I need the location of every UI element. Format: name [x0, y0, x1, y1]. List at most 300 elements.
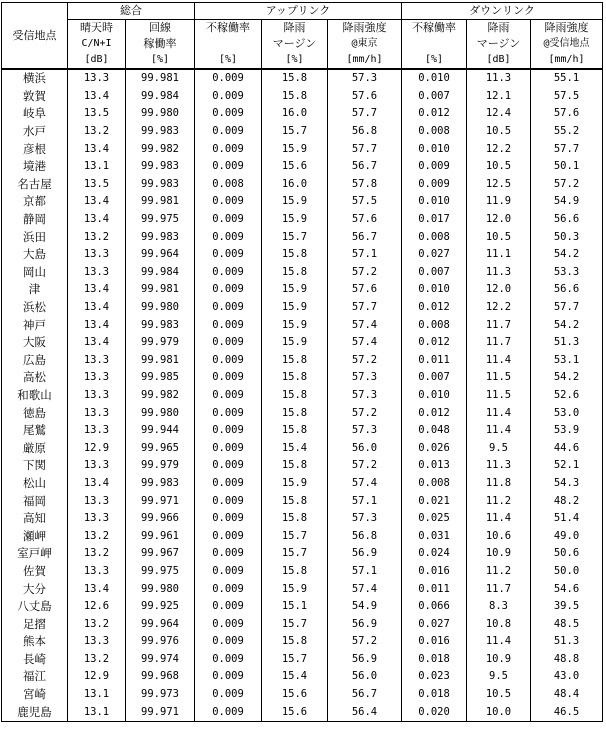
column-header-row: [2, 20, 603, 70]
down-outage-cell: 0.024: [402, 545, 467, 563]
station-name: 高知: [2, 510, 68, 528]
table-row: [2, 316, 603, 334]
clear-sky-cn-cell: 13.2: [68, 527, 126, 545]
down-rain-margin-cell: 10.6: [467, 527, 531, 545]
table-row: [2, 387, 603, 405]
down-rain-rate-cell: 54.6: [531, 580, 603, 598]
clear-sky-cn-cell: 13.3: [68, 492, 126, 510]
station-column-header: 受信地点: [2, 3, 68, 70]
down-outage-cell: 0.026: [402, 439, 467, 457]
up-rain-margin-cell: 15.7: [262, 651, 328, 669]
unit-label: [%]: [218, 54, 238, 65]
down-outage-cell: 0.016: [402, 633, 467, 651]
up-outage-cell: 0.009: [195, 580, 262, 598]
availability-cell: 99.983: [126, 158, 195, 176]
down-outage-cell: 0.012: [402, 299, 467, 317]
down-rain-margin-cell: 10.5: [467, 228, 531, 246]
up-outage-cell: 0.009: [195, 439, 262, 457]
station-name: 神戸: [2, 316, 68, 334]
link-budget-table: [1, 2, 603, 722]
down-rain-margin-cell: 9.5: [467, 668, 531, 686]
header-label: [402, 36, 466, 52]
down-rain-margin-cell: 10.5: [467, 686, 531, 704]
availability-cell: 99.965: [126, 439, 195, 457]
down-outage-cell: 0.010: [402, 193, 467, 211]
availability-cell: 99.961: [126, 527, 195, 545]
down-rain-rate-cell: 53.9: [531, 422, 603, 440]
station-name: 佐賀: [2, 563, 68, 581]
availability-cell: 99.984: [126, 264, 195, 282]
table-row: [2, 299, 603, 317]
header-label: 晴天時: [80, 21, 113, 34]
table-row: [2, 404, 603, 422]
down-outage-cell: 0.021: [402, 492, 467, 510]
down-rain-margin-cell: 11.2: [467, 563, 531, 581]
down-rain-margin-cell: 11.4: [467, 352, 531, 370]
table-row: [2, 439, 603, 457]
clear-sky-cn-cell: 13.1: [68, 703, 126, 721]
up-outage-cell: 0.009: [195, 281, 262, 299]
clear-sky-cn-cell: 13.1: [68, 686, 126, 704]
up-rain-rate-cell: 57.2: [328, 633, 402, 651]
up-outage-cell: 0.009: [195, 633, 262, 651]
clear-sky-cn-cell: 13.3: [68, 510, 126, 528]
down-rain-rate-cell: 56.6: [531, 281, 603, 299]
up-rain-margin-cell: 15.7: [262, 527, 328, 545]
down-rain-rate-cell: 48.8: [531, 651, 603, 669]
station-name: 厳原: [2, 439, 68, 457]
down-outage-cell: 0.011: [402, 352, 467, 370]
down-rain-margin-cell: 11.4: [467, 404, 531, 422]
availability-cell: 99.983: [126, 475, 195, 493]
down-rain-rate-cell: 53.0: [531, 404, 603, 422]
station-name: 岐阜: [2, 105, 68, 123]
down-rain-rate-cell: 57.2: [531, 176, 603, 194]
up-outage-cell: 0.009: [195, 668, 262, 686]
up-rain-margin-cell: 15.4: [262, 668, 328, 686]
down-outage-cell: 0.066: [402, 598, 467, 616]
up-outage-cell: 0.009: [195, 158, 262, 176]
station-name: 横浜: [2, 69, 68, 88]
header-label: マージン: [476, 37, 521, 50]
table-row: [2, 668, 603, 686]
header-group-row: [2, 3, 603, 20]
table-row: [2, 193, 603, 211]
down-rain-rate-cell: 54.2: [531, 369, 603, 387]
table-row: [2, 422, 603, 440]
down-rain-margin-cell: 8.3: [467, 598, 531, 616]
up-rain-margin-cell: 16.0: [262, 176, 328, 194]
down-outage-cell: 0.018: [402, 651, 467, 669]
up-outage-cell: 0.009: [195, 527, 262, 545]
down-outage-cell: 0.012: [402, 404, 467, 422]
down-rain-margin-cell: 11.4: [467, 510, 531, 528]
up-rain-margin-cell: 15.9: [262, 334, 328, 352]
up-rain-rate-cell: 57.2: [328, 457, 402, 475]
down-rain-margin-cell: 11.4: [467, 633, 531, 651]
down-rain-margin-cell: 11.1: [467, 246, 531, 264]
availability-cell: 99.981: [126, 352, 195, 370]
station-name: 室戸岬: [2, 545, 68, 563]
clear-sky-cn-cell: 13.4: [68, 334, 126, 352]
station-name: 水戸: [2, 123, 68, 141]
station-name: 尾鷲: [2, 422, 68, 440]
up-outage-cell: 0.009: [195, 123, 262, 141]
station-name: 浜田: [2, 228, 68, 246]
down-rain-margin-cell: 10.9: [467, 651, 531, 669]
down-outage-cell: 0.011: [402, 580, 467, 598]
group-header-overall: 総合: [68, 3, 195, 20]
unit-label: [%]: [150, 54, 170, 65]
availability-cell: 99.980: [126, 105, 195, 123]
down-outage-cell: 0.008: [402, 316, 467, 334]
down-rain-rate-cell: 46.5: [531, 703, 603, 721]
station-name: 徳島: [2, 404, 68, 422]
down-rain-margin-cell: 12.2: [467, 299, 531, 317]
down-rain-margin-cell: 10.9: [467, 545, 531, 563]
down-rain-margin-cell: 11.4: [467, 422, 531, 440]
clear-sky-cn-cell: 13.3: [68, 69, 126, 88]
header-label: @受信地点: [543, 38, 590, 49]
up-rain-rate-cell: 57.1: [328, 492, 402, 510]
up-rain-margin-cell: 15.8: [262, 369, 328, 387]
header-label: 降雨強度: [342, 21, 387, 34]
up-outage-cell: 0.009: [195, 211, 262, 229]
up-outage-cell: 0.009: [195, 615, 262, 633]
up-rain-margin-cell: 15.7: [262, 123, 328, 141]
clear-sky-cn-cell: 13.2: [68, 545, 126, 563]
down-outage-cell: 0.018: [402, 686, 467, 704]
station-name: 浜松: [2, 299, 68, 317]
up-outage-cell: 0.009: [195, 140, 262, 158]
clear-sky-cn-cell: 13.4: [68, 211, 126, 229]
station-name: 宮崎: [2, 686, 68, 704]
availability-cell: 99.983: [126, 123, 195, 141]
up-outage-cell: 0.009: [195, 510, 262, 528]
down-outage-cell: 0.008: [402, 228, 467, 246]
clear-sky-cn-cell: 13.3: [68, 246, 126, 264]
up-outage-cell: 0.009: [195, 193, 262, 211]
up-rain-margin-cell: 15.8: [262, 492, 328, 510]
clear-sky-cn-cell: 13.3: [68, 369, 126, 387]
availability-cell: 99.981: [126, 193, 195, 211]
up-rain-margin-cell: 15.7: [262, 615, 328, 633]
availability-cell: 99.964: [126, 246, 195, 264]
station-name: 松山: [2, 475, 68, 493]
station-name: 大島: [2, 246, 68, 264]
up-rain-rate-cell: 57.3: [328, 69, 402, 88]
clear-sky-cn-cell: 13.3: [68, 422, 126, 440]
up-rain-margin-cell: 15.4: [262, 439, 328, 457]
table-row: [2, 580, 603, 598]
down-rain-margin-cell: 10.0: [467, 703, 531, 721]
down-rain-rate-cell: 57.7: [531, 299, 603, 317]
availability-cell: 99.944: [126, 422, 195, 440]
availability-cell: 99.980: [126, 404, 195, 422]
clear-sky-cn-cell: 13.3: [68, 633, 126, 651]
up-outage-cell: 0.009: [195, 352, 262, 370]
up-rain-rate-cell: 57.3: [328, 387, 402, 405]
up-rain-margin-cell: 15.8: [262, 404, 328, 422]
down-rain-margin-cell: 11.5: [467, 387, 531, 405]
table-row: [2, 703, 603, 721]
availability-cell: 99.975: [126, 211, 195, 229]
clear-sky-cn-cell: 13.2: [68, 651, 126, 669]
table-row: [2, 369, 603, 387]
up-rain-rate-cell: 56.8: [328, 123, 402, 141]
up-rain-rate-cell: 57.4: [328, 316, 402, 334]
header-label: 回線: [149, 21, 171, 34]
up-rain-rate-cell: 56.8: [328, 527, 402, 545]
up-outage-cell: 0.009: [195, 457, 262, 475]
clear-sky-cn-cell: 12.9: [68, 668, 126, 686]
unit-label: [dB]: [84, 54, 109, 65]
clear-sky-cn-cell: 13.3: [68, 404, 126, 422]
up-rain-margin-cell: 15.8: [262, 69, 328, 88]
up-rain-margin-cell: 15.8: [262, 352, 328, 370]
up-rain-rate-cell: 56.7: [328, 158, 402, 176]
down-outage-cell: 0.009: [402, 176, 467, 194]
up-outage-cell: 0.009: [195, 228, 262, 246]
up-rain-rate-cell: 57.6: [328, 211, 402, 229]
down-rain-margin-cell: 12.0: [467, 211, 531, 229]
down-rain-rate-cell: 49.0: [531, 527, 603, 545]
up-rain-rate-cell: 57.2: [328, 264, 402, 282]
table-row: [2, 633, 603, 651]
up-outage-cell: 0.009: [195, 299, 262, 317]
station-name: 熊本: [2, 633, 68, 651]
table-row: [2, 563, 603, 581]
station-name: 津: [2, 281, 68, 299]
clear-sky-cn-cell: 13.4: [68, 475, 126, 493]
down-rain-rate-cell: 50.1: [531, 158, 603, 176]
up-rain-margin-cell: 15.8: [262, 387, 328, 405]
up-outage-cell: 0.009: [195, 703, 262, 721]
header-label: 不稼働率: [412, 21, 456, 34]
down-outage-cell: 0.027: [402, 615, 467, 633]
station-name: 八丈島: [2, 598, 68, 616]
table-row: [2, 686, 603, 704]
table-row: [2, 211, 603, 229]
station-name: 和歌山: [2, 387, 68, 405]
table-row: [2, 651, 603, 669]
availability-cell: 99.967: [126, 545, 195, 563]
availability-cell: 99.983: [126, 228, 195, 246]
availability-cell: 99.983: [126, 316, 195, 334]
clear-sky-cn-cell: 13.4: [68, 580, 126, 598]
availability-cell: 99.979: [126, 457, 195, 475]
station-name: 福江: [2, 668, 68, 686]
up-rain-margin-cell: 15.6: [262, 703, 328, 721]
station-name: 静岡: [2, 211, 68, 229]
clear-sky-cn-cell: 13.4: [68, 88, 126, 106]
up-rain-rate-cell: 57.6: [328, 88, 402, 106]
down-outage-cell: 0.027: [402, 246, 467, 264]
down-rain-rate-cell: 51.4: [531, 510, 603, 528]
header-label: 降雨強度: [544, 21, 589, 34]
table-row: [2, 246, 603, 264]
up-outage-cell: 0.009: [195, 246, 262, 264]
down-outage-cell: 0.017: [402, 211, 467, 229]
down-outage-cell: 0.010: [402, 69, 467, 88]
up-outage-cell: 0.009: [195, 563, 262, 581]
down-outage-cell: 0.010: [402, 140, 467, 158]
up-rain-rate-cell: 56.9: [328, 651, 402, 669]
up-rain-rate-cell: 57.4: [328, 580, 402, 598]
up-outage-cell: 0.009: [195, 105, 262, 123]
down-outage-cell: 0.025: [402, 510, 467, 528]
down-rain-margin-cell: 11.3: [467, 69, 531, 88]
up-rain-rate-cell: 57.8: [328, 176, 402, 194]
header-label: マージン: [272, 37, 317, 50]
up-rain-rate-header: [328, 20, 402, 70]
down-outage-cell: 0.007: [402, 264, 467, 282]
up-rain-margin-cell: 15.8: [262, 510, 328, 528]
availability-cell: 99.985: [126, 369, 195, 387]
up-rain-rate-cell: 57.7: [328, 299, 402, 317]
down-rain-rate-cell: 48.2: [531, 492, 603, 510]
down-rain-rate-cell: 48.5: [531, 615, 603, 633]
station-name: 境港: [2, 158, 68, 176]
station-name: 瀬岬: [2, 527, 68, 545]
unit-label: [dB]: [486, 54, 511, 65]
down-outage-cell: 0.023: [402, 668, 467, 686]
availability-cell: 99.981: [126, 69, 195, 88]
availability-cell: 99.980: [126, 580, 195, 598]
down-rain-rate-cell: 48.4: [531, 686, 603, 704]
up-outage-cell: 0.009: [195, 598, 262, 616]
down-rain-margin-header: [467, 20, 531, 70]
availability-cell: 99.975: [126, 563, 195, 581]
availability-cell: 99.973: [126, 686, 195, 704]
availability-cell: 99.982: [126, 140, 195, 158]
up-rain-rate-cell: 57.7: [328, 105, 402, 123]
header-label: 不稼働率: [206, 21, 250, 34]
table-row: [2, 123, 603, 141]
up-rain-rate-cell: 57.3: [328, 510, 402, 528]
station-name: 大分: [2, 580, 68, 598]
up-rain-rate-cell: 57.1: [328, 246, 402, 264]
up-rain-rate-cell: 56.0: [328, 439, 402, 457]
down-outage-cell: 0.007: [402, 369, 467, 387]
up-rain-margin-cell: 15.9: [262, 281, 328, 299]
down-outage-cell: 0.013: [402, 457, 467, 475]
down-rain-rate-cell: 53.3: [531, 264, 603, 282]
up-rain-margin-cell: 15.8: [262, 88, 328, 106]
up-rain-margin-cell: 15.1: [262, 598, 328, 616]
station-name: 鹿児島: [2, 703, 68, 721]
down-rain-rate-cell: 54.2: [531, 246, 603, 264]
table-row: [2, 352, 603, 370]
down-rain-rate-cell: 54.2: [531, 316, 603, 334]
up-rain-rate-cell: 57.2: [328, 352, 402, 370]
up-rain-margin-cell: 15.9: [262, 299, 328, 317]
table-row: [2, 176, 603, 194]
down-rain-rate-cell: 55.2: [531, 123, 603, 141]
clear-sky-cn-cell: 13.3: [68, 387, 126, 405]
up-outage-cell: 0.009: [195, 369, 262, 387]
down-outage-cell: 0.012: [402, 334, 467, 352]
availability-cell: 99.983: [126, 176, 195, 194]
down-rain-margin-cell: 9.5: [467, 439, 531, 457]
down-rain-margin-cell: 11.3: [467, 264, 531, 282]
down-rain-margin-cell: 11.9: [467, 193, 531, 211]
down-rain-rate-cell: 57.5: [531, 88, 603, 106]
up-rain-margin-cell: 15.9: [262, 316, 328, 334]
down-rain-rate-cell: 55.1: [531, 69, 603, 88]
up-rain-rate-cell: 56.4: [328, 703, 402, 721]
table-row: [2, 264, 603, 282]
up-rain-margin-cell: 15.8: [262, 563, 328, 581]
up-outage-cell: 0.009: [195, 387, 262, 405]
down-rain-rate-cell: 51.3: [531, 334, 603, 352]
group-header-downlink: ダウンリンク: [402, 3, 603, 20]
up-rain-margin-cell: 15.9: [262, 211, 328, 229]
clear-sky-cn-cell: 13.4: [68, 299, 126, 317]
down-rain-margin-cell: 10.8: [467, 615, 531, 633]
down-rain-rate-cell: 54.3: [531, 475, 603, 493]
up-rain-rate-cell: 56.0: [328, 668, 402, 686]
up-rain-rate-cell: 56.7: [328, 686, 402, 704]
station-name: 長崎: [2, 651, 68, 669]
station-name: 広島: [2, 352, 68, 370]
clear-sky-cn-cell: 13.3: [68, 457, 126, 475]
up-rain-margin-cell: 15.6: [262, 158, 328, 176]
header-label: 降雨: [283, 21, 306, 34]
availability-cell: 99.976: [126, 633, 195, 651]
down-rain-margin-cell: 10.5: [467, 123, 531, 141]
up-rain-margin-cell: 15.9: [262, 193, 328, 211]
down-outage-cell: 0.016: [402, 563, 467, 581]
availability-cell: 99.964: [126, 615, 195, 633]
station-name: 京都: [2, 193, 68, 211]
down-rain-margin-cell: 11.2: [467, 492, 531, 510]
up-rain-margin-cell: 15.9: [262, 580, 328, 598]
down-outage-cell: 0.020: [402, 703, 467, 721]
station-name: 名古屋: [2, 176, 68, 194]
availability-cell: 99.968: [126, 668, 195, 686]
availability-cell: 99.981: [126, 281, 195, 299]
clear-sky-cn-cell: 12.6: [68, 598, 126, 616]
availability-cell: 99.974: [126, 651, 195, 669]
down-rain-rate-cell: 50.6: [531, 545, 603, 563]
table-row: [2, 105, 603, 123]
up-rain-rate-cell: 57.3: [328, 369, 402, 387]
header-label: [195, 36, 261, 52]
availability-cell: 99.980: [126, 299, 195, 317]
up-rain-rate-cell: 56.7: [328, 228, 402, 246]
table-body: [2, 69, 603, 721]
up-rain-margin-cell: 15.8: [262, 246, 328, 264]
down-outage-header: [402, 20, 467, 70]
station-name: 足摺: [2, 615, 68, 633]
up-outage-header: [195, 20, 262, 70]
availability-cell: 99.984: [126, 88, 195, 106]
table-row: [2, 140, 603, 158]
up-rain-rate-cell: 57.4: [328, 334, 402, 352]
station-name: 下関: [2, 457, 68, 475]
down-rain-margin-cell: 11.7: [467, 316, 531, 334]
group-header-uplink: アップリンク: [195, 3, 402, 20]
down-rain-margin-cell: 12.5: [467, 176, 531, 194]
up-outage-cell: 0.009: [195, 475, 262, 493]
down-rain-margin-cell: 12.2: [467, 140, 531, 158]
clear-sky-cn-cell: 12.9: [68, 439, 126, 457]
availability-cell: 99.966: [126, 510, 195, 528]
up-outage-cell: 0.009: [195, 69, 262, 88]
up-rain-rate-cell: 57.5: [328, 193, 402, 211]
up-outage-cell: 0.009: [195, 422, 262, 440]
